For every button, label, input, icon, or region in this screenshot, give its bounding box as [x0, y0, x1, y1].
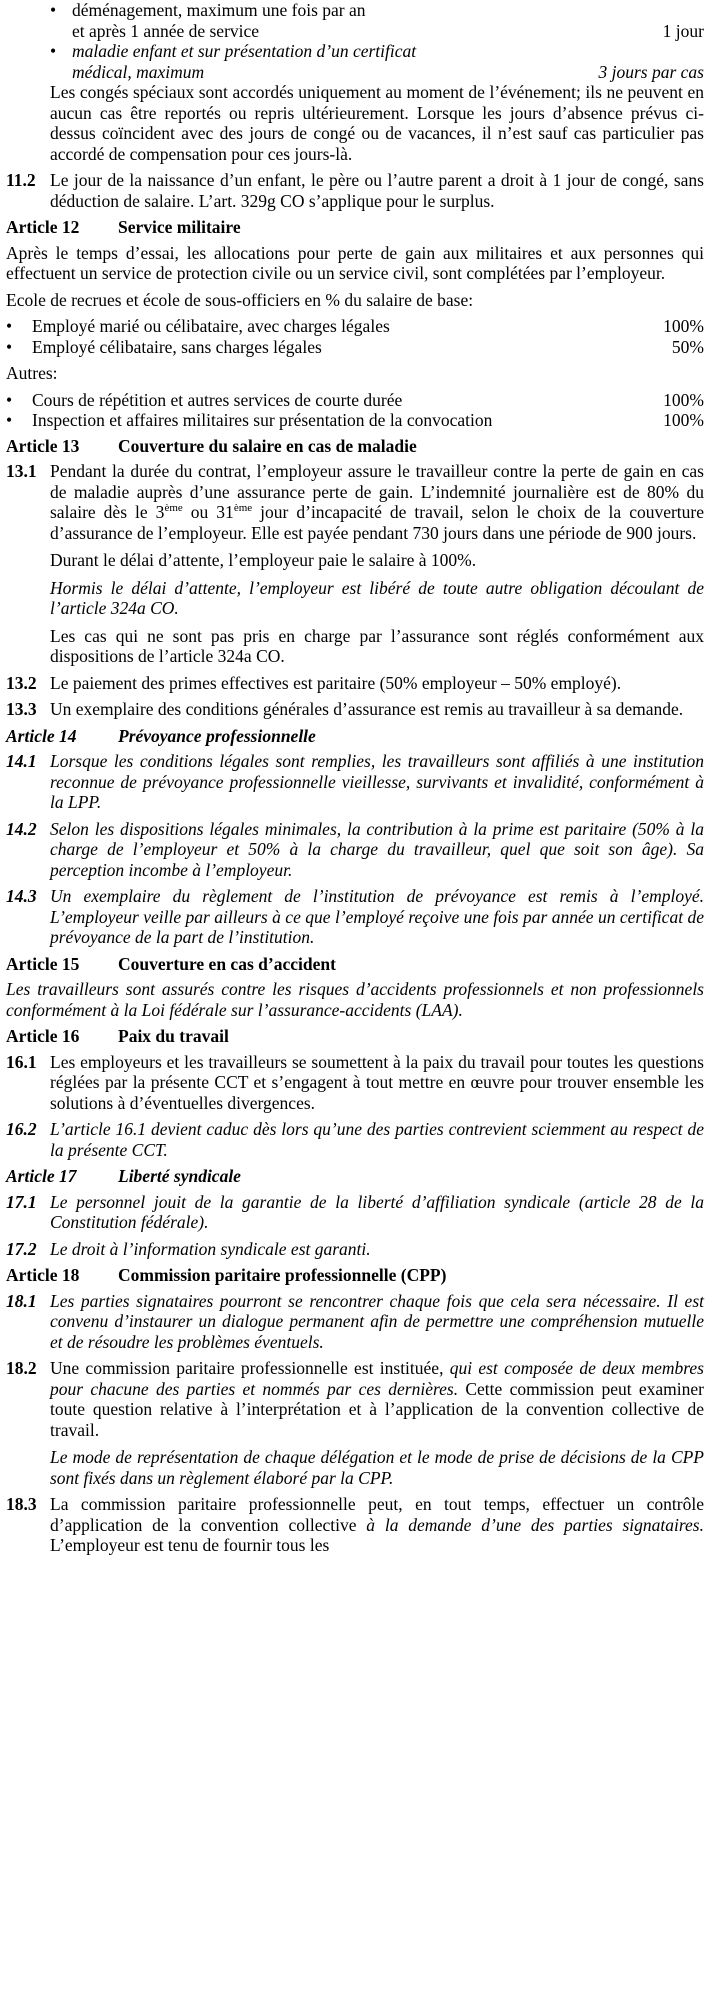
section-14-2 [6, 819, 704, 881]
section-text: Les parties signataires pourront se rencontrer chaque fois que cela sera nécessaire. Il est convenu d’instaurer un dialogue permanent afin de permettre une compréhension mutuelle et de résoudre les problèmes éventuels. [50, 1290, 704, 1352]
section-number: 16.2 [6, 1119, 37, 1139]
section-number: 13.2 [6, 672, 37, 693]
section-number: 11.2 [6, 170, 36, 190]
section-text: Pendant la durée du contrat, l’employeur assure le travailleur contre la perte de gain en cas de maladie auprès d’une assurance perte de gain. L’indemnité journalière est de 80% du salaire dès le 3ème ou 31ème jour d’incapacité de travail, selon le choix de la couverture d’assurance de l’employeur. Elle est payée pendant 730 jours dans une période de 900 jours. [50, 461, 705, 543]
section-number: 18.3 [6, 1494, 37, 1514]
bullet-marker: • [6, 410, 13, 430]
article-12-heading [6, 217, 704, 238]
section-text: Le jour de la naissance d’un enfant, le père ou l’autre parent a droit à 1 jour de congé, sans déduction de salaire. L’art. 329g CO s’applique pour le surplus. [50, 170, 704, 211]
section-16-1 [6, 1052, 704, 1114]
paragraph: Ecole de recrues et école de sous-officiers en % du salaire de base: [6, 289, 474, 310]
section-18-1 [6, 1291, 704, 1353]
bullet-marker: • [6, 389, 13, 410]
section-13-1 [6, 461, 704, 667]
list-item-text-2: et après 1 année de service [72, 20, 260, 41]
article-13-heading [6, 436, 704, 457]
section-number: 13.1 [6, 461, 37, 481]
article-number: Article 12 [6, 217, 80, 237]
bullet-marker: • [6, 316, 13, 336]
article-title: Service militaire [118, 217, 241, 237]
article-number: Article 13 [6, 435, 80, 456]
section-number: 14.2 [6, 818, 37, 839]
list-item-text: Cours de répétition et autres services de courte durée [32, 389, 403, 410]
article-16-heading [6, 1026, 704, 1047]
article-14-heading [6, 726, 704, 747]
section-number: 17.2 [6, 1238, 37, 1259]
section-14-3 [6, 886, 704, 948]
section-text: Le personnel jouit de la garantie de la liberté d’affiliation syndicale (article 28 de la Constitution fédérale). [50, 1191, 704, 1232]
section-18-2 [6, 1358, 704, 1488]
article-number: Article 18 [6, 1265, 80, 1285]
section-13-2 [6, 673, 704, 694]
section-16-2 [6, 1119, 704, 1160]
list-item-text-2: médical, maximum [72, 61, 205, 82]
section-11-2 [6, 170, 704, 211]
list-item-text: Employé marié ou célibataire, avec charges légales [32, 316, 390, 336]
list-item-text: maladie enfant et sur présentation d’un certificat [72, 41, 417, 61]
section-number: 17.1 [6, 1191, 37, 1212]
article-title: Commission paritaire professionnelle (CPP) [118, 1265, 447, 1285]
section-18-3 [6, 1494, 704, 1556]
article-title: Couverture du salaire en cas de maladie [118, 435, 417, 456]
list-item [6, 316, 704, 337]
list-item [6, 41, 704, 82]
article-15-heading [6, 954, 704, 975]
list-item-text: Inspection et affaires militaires sur présentation de la convocation [32, 410, 493, 430]
article-17-heading [6, 1166, 704, 1187]
section-text: Le droit à l’information syndicale est garanti. [50, 1238, 371, 1259]
article-number: Article 16 [6, 1026, 80, 1046]
paragraph: Après le temps d’essai, les allocations pour perte de gain aux militaires et aux personnes qui effectuent un service de protection civile ou un service civil, sont complétées par l’employeur. [6, 242, 704, 283]
list-item-value: 100% [663, 316, 704, 336]
list-item-value: 50% [671, 336, 704, 357]
section-number: 18.1 [6, 1290, 37, 1311]
paragraph: Les travailleurs sont assurés contre les risques d’accidents professionnels et non professionnels conformément à la Loi fédérale sur l’assurance-accidents (LAA). [6, 979, 704, 1020]
section-17-1 [6, 1192, 704, 1233]
list-item-value: 1 jour [662, 20, 704, 41]
section-number: 14.3 [6, 886, 37, 906]
list-item-text: déménagement, maximum une fois par an [72, 0, 366, 20]
section-text: La commission paritaire professionnelle peut, en tout temps, effectuer un contrôle d’application de la convention collective à la demande d’une des parties signataires. L’employeur est tenu de fournir tous les [50, 1494, 704, 1555]
section-text: Lorsque les conditions légales sont remplies, les travailleurs sont affiliés à une institution reconnue de prévoyance professionnelle vieillesse, survivants et invalidité, conformément à la LPP. [50, 751, 704, 812]
section-number: 18.2 [6, 1358, 37, 1378]
article-title: Paix du travail [118, 1026, 229, 1046]
article-title: Prévoyance professionnelle [118, 725, 316, 746]
list-item-value: 100% [663, 389, 704, 410]
list-item [6, 0, 704, 41]
bullet-marker: • [6, 336, 13, 357]
section-text: Selon les dispositions légales minimales, la contribution à la prime est paritaire (50% à la charge de l’employeur et 50% à la charge du travailleur, quel que soit son âge). Sa perception incombe à l’employeur. [50, 818, 704, 880]
article-18-heading [6, 1265, 704, 1286]
section-14-1 [6, 751, 704, 813]
section-text: Hormis le délai d’attente, l’employeur est libéré de toute autre obligation découlant de l’article 324a CO. [50, 577, 704, 618]
section-text: L’article 16.1 devient caduc dès lors qu’une des parties contrevient sciemment au respect de la présente CCT. [50, 1119, 704, 1160]
list-item-text: Employé célibataire, sans charges légales [32, 336, 322, 357]
section-number: 14.1 [6, 751, 37, 771]
paragraph: Autres: [6, 363, 58, 383]
section-text: Durant le délai d’attente, l’employeur paie le salaire à 100%. [50, 550, 477, 570]
article-title: Couverture en cas d’accident [118, 953, 336, 974]
section-text: Les employeurs et les travailleurs se soumettent à la paix du travail pour toutes les questions réglées par la présente CCT et s’engagent à tout mettre en œuvre pour trouver ensemble les solutions à d’éventuelles divergences. [50, 1051, 704, 1113]
bullet-marker: • [50, 0, 57, 20]
list-item-value: 3 jours par cas [598, 61, 704, 82]
list-item [6, 337, 704, 358]
section-text: Un exemplaire du règlement de l’institution de prévoyance est remis à l’employé. L’employeur veille par ailleurs à ce que l’employé reçoive une fois par année un certificat de prévoyance de la part de l’institution. [50, 886, 704, 947]
section-text: Le mode de représentation de chaque délégation et le mode de prise de décisions de la CPP sont fixés dans un règlement élaboré par la CPP. [50, 1447, 704, 1488]
section-text: Un exemplaire des conditions générales d’assurance est remis au travailleur à sa demande. [50, 699, 684, 719]
list-item [6, 390, 704, 411]
paragraph: Les congés spéciaux sont accordés uniquement au moment de l’événement; ils ne peuvent en aucun cas être reportés ou repris ultérieurement. Lorsque les jours d’absence prévus ci-dessus coïncident avec des jours de congé ou de vacances, il n’est sauf cas particulier pas accordé de compensation pour ces jours-là. [50, 82, 704, 164]
list-item-value: 100% [663, 410, 704, 430]
section-13-3 [6, 699, 704, 720]
section-number: 16.1 [6, 1051, 37, 1072]
section-text: Une commission paritaire professionnelle est instituée, qui est composée de deux membres pour chacune des parties et nommés par ces dernières. Cette commission peut examiner toute question relative à l’interprétation et à l’application de la convention collective de travail. [50, 1358, 704, 1440]
section-17-2 [6, 1239, 704, 1260]
article-number: Article 15 [6, 953, 80, 974]
section-text: Les cas qui ne sont pas pris en charge par l’assurance sont réglés conformément aux dispositions de l’article 324a CO. [50, 625, 704, 666]
section-number: 13.3 [6, 699, 37, 719]
article-title: Liberté syndicale [118, 1166, 241, 1186]
article-number: Article 17 [6, 1166, 77, 1186]
section-text: Le paiement des primes effectives est paritaire (50% employeur – 50% employé). [50, 672, 622, 693]
article-number: Article 14 [6, 725, 77, 746]
list-item [6, 410, 704, 431]
bullet-marker: • [50, 41, 57, 61]
